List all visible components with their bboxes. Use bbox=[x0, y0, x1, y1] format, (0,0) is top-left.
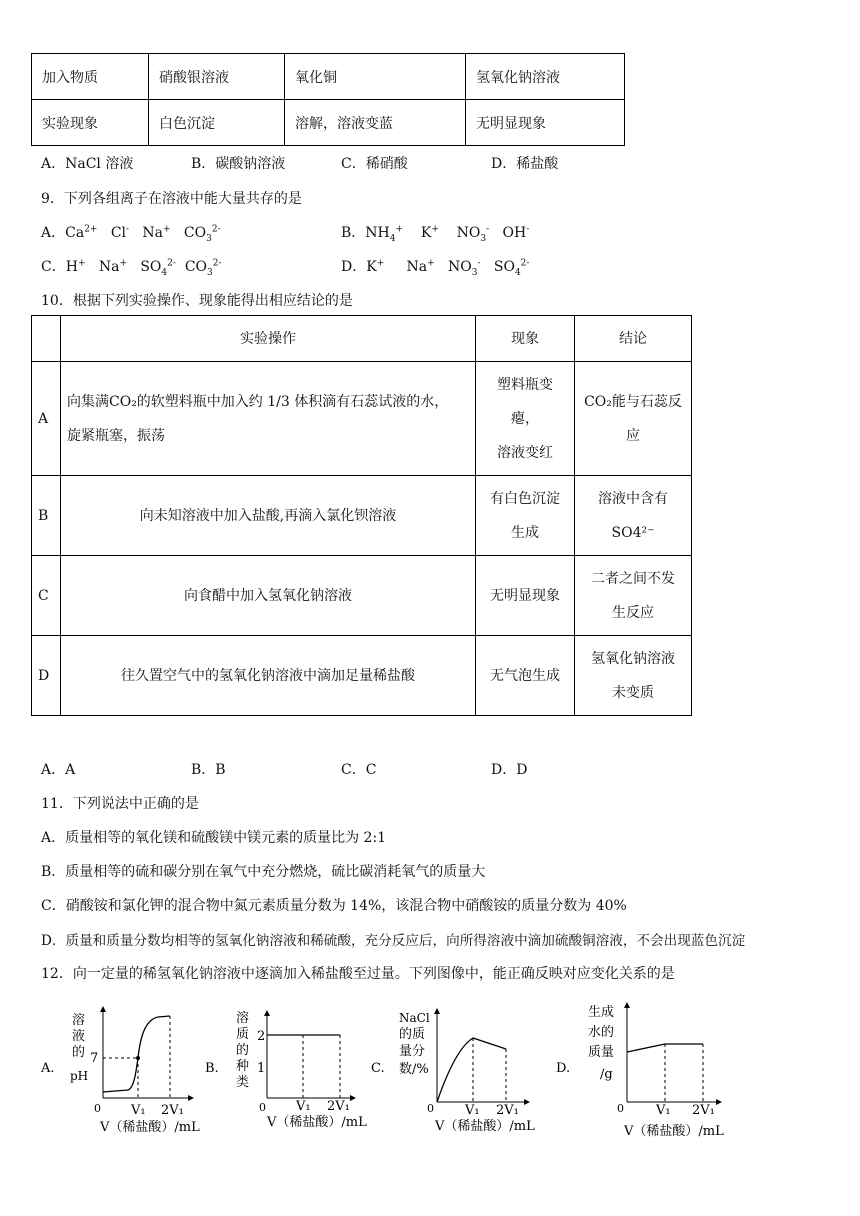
q11-option-d: D．质量和质量分数均相等的氢氧化钠溶液和稀硫酸，充分反应后，向所得溶液中滴加硫酸铜溶液，不会出现蓝色沉淀 bbox=[41, 933, 746, 949]
graph-b-origin: 0 bbox=[259, 1101, 266, 1114]
graph-c-ylabel: NaCl bbox=[399, 1011, 430, 1025]
q8-cell: 加入物质 bbox=[32, 54, 149, 100]
q10-option-d: D．D bbox=[491, 762, 528, 778]
q9-option-c: C．H+ Na+ $SO_4^{2-}$ $CO_3^{2-}$ bbox=[41, 258, 222, 278]
q9-option-b: B．$NH_4^+$ K+ $NO_3^-$ OH- bbox=[341, 224, 530, 244]
q8-option-b: B．碳酸钠溶液 bbox=[191, 156, 286, 172]
q10-row-con: 溶液中含有 SO4²⁻ bbox=[575, 476, 692, 556]
graph-b-tick-1: 1 bbox=[257, 1061, 266, 1076]
q10-row-con: CO₂能与石蕊反 应 bbox=[575, 362, 692, 476]
q10-row-key: D bbox=[32, 636, 61, 716]
q8-cell: 氧化铜 bbox=[285, 54, 466, 100]
q10-row-phen: 无明显现象 bbox=[476, 556, 575, 636]
q12-stem: 12．向一定量的稀氢氧化钠溶液中逐滴加入稀盐酸至过量。下列图像中，能正确反映对应变化关系的是 bbox=[41, 966, 675, 982]
q10-row-op: 向未知溶液中加入盐酸,再滴入氯化钡溶液 bbox=[61, 476, 476, 556]
q8-cell: 氢氧化钠溶液 bbox=[466, 54, 625, 100]
q10-row-op: 向集满CO₂的软塑料瓶中加入约 1/3 体积滴有石蕊试液的水， 旋紧瓶塞，振荡 bbox=[61, 362, 476, 476]
graph-d bbox=[556, 1004, 724, 1139]
q8-table bbox=[31, 53, 625, 146]
q10-header-op: 实验操作 bbox=[61, 316, 476, 362]
graph-b-ylabel: 的 bbox=[236, 1043, 250, 1058]
q10-row-phen: 塑料瓶变 瘪， 溶液变红 bbox=[476, 362, 575, 476]
q10-header-phen: 现象 bbox=[476, 316, 575, 362]
graph-c-xlabel: V（稀盐酸）/mL bbox=[435, 1119, 535, 1134]
q8-option-c: C．稀硝酸 bbox=[341, 156, 408, 172]
q8-cell: 溶解，溶液变蓝 bbox=[285, 100, 466, 146]
graph-a-ylabel: pH bbox=[70, 1069, 89, 1083]
graph-d-xlabel: V（稀盐酸）/mL bbox=[624, 1124, 724, 1139]
graph-a-origin: 0 bbox=[94, 1102, 101, 1115]
q10-header-con: 结论 bbox=[575, 316, 692, 362]
q8-option-a: A．NaCl 溶液 bbox=[41, 156, 134, 172]
graph-a-ylabel: 溶 bbox=[72, 1013, 86, 1028]
graph-b-ylabel: 溶 bbox=[236, 1011, 250, 1026]
graph-d-origin: 0 bbox=[617, 1102, 624, 1115]
q10-row-op: 往久置空气中的氢氧化钠溶液中滴加足量稀盐酸 bbox=[61, 636, 476, 716]
q9-option-a: A．$Ca^{2+}$ Cl- Na+ $CO_3^{2-}$ bbox=[41, 224, 221, 244]
q10-stem: 10．根据下列实验操作、现象能得出相应结论的是 bbox=[41, 293, 353, 309]
q8-cell: 白色沉淀 bbox=[149, 100, 285, 146]
graph-a-ylabel: 液 bbox=[72, 1029, 86, 1044]
graph-b-v1: V₁ bbox=[296, 1099, 311, 1114]
graph-a-v1: V₁ bbox=[131, 1103, 146, 1118]
graph-a-curve bbox=[103, 1016, 170, 1092]
q11-option-c: C．硝酸铵和氯化钾的混合物中氮元素质量分数为 14%，该混合物中硝酸铵的质量分数为 40% bbox=[41, 898, 627, 914]
q10-row-con: 二者之间不发 生反应 bbox=[575, 556, 692, 636]
q8-option-d: D．稀盐酸 bbox=[491, 156, 559, 172]
q12-graphs bbox=[0, 1000, 860, 1160]
q10-row-key: A bbox=[32, 362, 61, 476]
q10-row-key: C bbox=[32, 556, 61, 636]
graph-b-label: B. bbox=[205, 1061, 219, 1076]
graph-d-v1: V₁ bbox=[656, 1103, 671, 1118]
q9-option-d: D．K+ Na+ $NO_3^-$ $SO_4^{2-}$ bbox=[341, 258, 530, 278]
q8-cell: 硝酸银溶液 bbox=[149, 54, 285, 100]
graph-b-ylabel: 类 bbox=[236, 1075, 250, 1090]
q11-option-b: B．质量相等的硫和碳分别在氧气中充分燃烧，硫比碳消耗氧气的质量大 bbox=[41, 864, 486, 880]
q10-table bbox=[31, 315, 692, 716]
graph-b-v2: 2V₁ bbox=[327, 1099, 350, 1114]
q10-row-phen: 有白色沉淀 生成 bbox=[476, 476, 575, 556]
graph-b-ylabel: 种 bbox=[236, 1059, 250, 1074]
q10-corner bbox=[32, 316, 61, 362]
graph-a-tick-7: 7 bbox=[90, 1051, 99, 1066]
q10-option-a: A．A bbox=[41, 762, 76, 778]
graph-d-ylabel: 生成 bbox=[588, 1005, 615, 1020]
graph-c-origin: 0 bbox=[427, 1102, 434, 1115]
graph-b-tick-2: 2 bbox=[257, 1029, 266, 1044]
graph-c-ylabel: 的质 bbox=[399, 1027, 426, 1042]
q10-row-op: 向食醋中加入氢氧化钠溶液 bbox=[61, 556, 476, 636]
graph-d-label: D. bbox=[556, 1061, 571, 1076]
graph-a-xlabel: V（稀盐酸）/mL bbox=[100, 1120, 200, 1135]
q8-cell: 无明显现象 bbox=[466, 100, 625, 146]
q11-stem: 11．下列说法中正确的是 bbox=[41, 796, 199, 812]
graph-d-ylabel: 水的 bbox=[588, 1025, 615, 1040]
graph-d-v2: 2V₁ bbox=[692, 1103, 715, 1118]
graph-c-v2: 2V₁ bbox=[496, 1103, 519, 1118]
graph-c-curve bbox=[437, 1038, 506, 1102]
graph-c bbox=[371, 1010, 535, 1134]
graph-c-ylabel: 量分 bbox=[399, 1044, 426, 1059]
graph-d-ylabel: /g bbox=[600, 1067, 613, 1082]
q10-row-key: B bbox=[32, 476, 61, 556]
graph-c-ylabel: 数/% bbox=[399, 1062, 429, 1077]
graph-a-ylabel: 的 bbox=[72, 1045, 86, 1060]
q9-stem: 9．下列各组离子在溶液中能大量共存的是 bbox=[41, 191, 302, 207]
q10-row-phen: 无气泡生成 bbox=[476, 636, 575, 716]
graph-b bbox=[205, 1010, 367, 1130]
q8-cell: 实验现象 bbox=[32, 100, 149, 146]
graph-a-label: A. bbox=[41, 1061, 55, 1076]
q11-option-a: A．质量相等的氧化镁和硫酸镁中镁元素的质量比为 2:1 bbox=[41, 830, 387, 846]
q10-option-c: C．C bbox=[341, 762, 377, 778]
graph-d-ylabel: 质量 bbox=[588, 1045, 615, 1060]
graph-c-v1: V₁ bbox=[465, 1103, 480, 1118]
q10-row-con: 氢氧化钠溶液 未变质 bbox=[575, 636, 692, 716]
graph-a-v2: 2V₁ bbox=[161, 1103, 184, 1118]
graph-b-ylabel: 质 bbox=[236, 1027, 250, 1042]
graph-a bbox=[40, 1008, 200, 1135]
graph-b-xlabel: V（稀盐酸）/mL bbox=[267, 1115, 367, 1130]
q10-option-b: B．B bbox=[191, 762, 226, 778]
graph-c-label: C. bbox=[371, 1061, 385, 1076]
